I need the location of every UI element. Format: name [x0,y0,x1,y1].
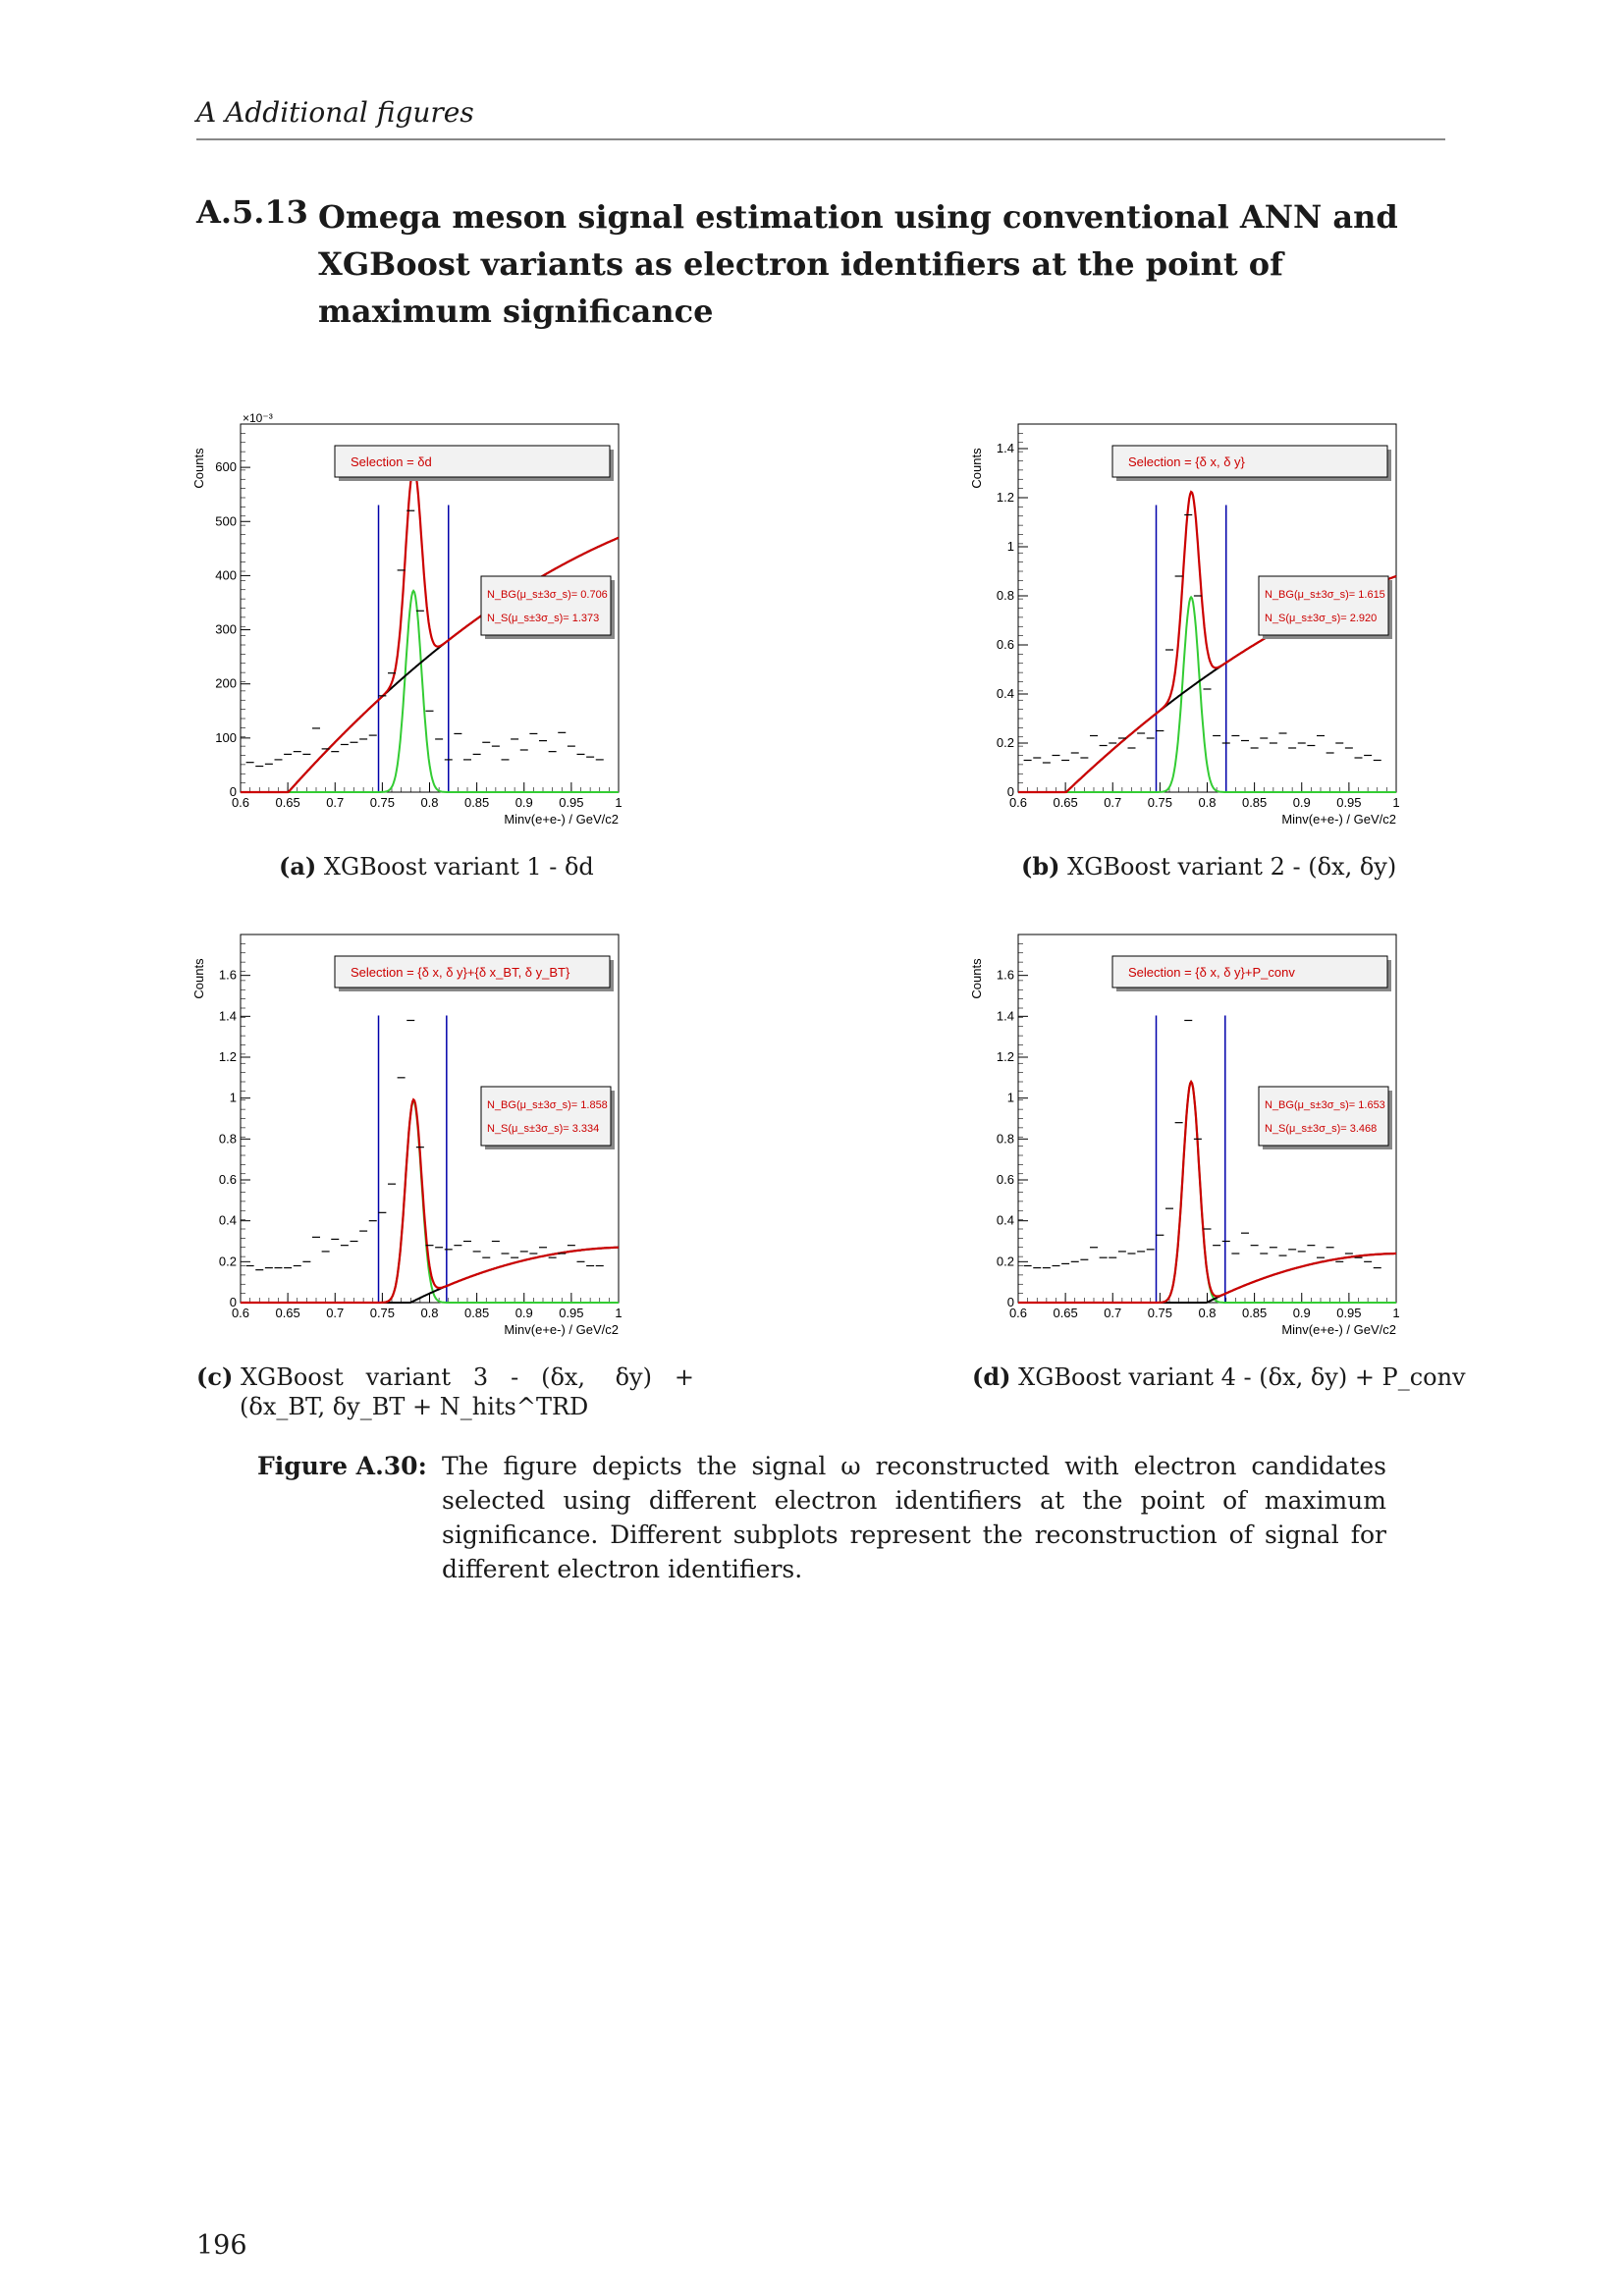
y-tick-label: 1 [229,1090,237,1105]
y-tick-label: 200 [215,675,237,691]
y-tick-label: 1.4 [218,1008,237,1024]
panel-b [964,412,1406,834]
x-axis-label: Minv(e+e-) / GeV/c2 [504,1322,619,1337]
y-tick-label: 1.6 [218,967,237,983]
y-tick-label: 1.2 [218,1049,237,1064]
ns-label: N_S(μ_s±3σ_s)= 2.920 [1265,613,1378,624]
y-tick-label: 0.6 [218,1172,237,1187]
subcaption-a-text: XGBoost variant 1 - δd [323,853,594,881]
y-tick-label: 0.8 [218,1131,237,1147]
selection-label: Selection = {δ x, δ y}+P_conv [1128,965,1295,980]
x-tick-label: 0.65 [1053,795,1078,810]
nbg-label: N_BG(μ_s±3σ_s)= 1.653 [1265,1099,1385,1111]
x-tick-label: 0.95 [559,1306,584,1320]
x-axis-label: Minv(e+e-) / GeV/c2 [504,812,619,827]
x-tick-label: 0.9 [514,1306,533,1320]
running-head: A Additional figures [196,96,474,129]
y-tick-label: 0 [1006,784,1014,799]
y-tick-label: 1.4 [996,1008,1014,1024]
x-tick-label: 0.75 [1147,1306,1173,1320]
y-axis-label: Counts [969,448,984,489]
y-tick-label: 0.6 [996,1172,1014,1187]
selection-box [335,956,614,991]
y-tick-label: 100 [215,729,237,745]
y-tick-label: 0.6 [996,637,1014,652]
x-tick-label: 0.85 [1241,795,1268,810]
y-multiplier: ×10⁻³ [243,412,273,425]
x-tick-label: 0.95 [1336,1306,1362,1320]
subcaption-d-label: (d) [972,1362,1011,1391]
nbg-label: N_BG(μ_s±3σ_s)= 1.858 [487,1099,608,1111]
y-tick-label: 1 [1006,1090,1014,1105]
x-tick-label: 0.75 [369,1306,396,1320]
stats-box [481,576,611,635]
x-tick-label: 0.95 [559,795,584,810]
x-tick-label: 0.65 [275,1306,300,1320]
selection-label: Selection = δd [351,454,432,469]
y-tick-label: 0.4 [996,1212,1014,1228]
figure-caption-text: The figure depicts the signal ω reconstructed with electron candidates selected using different electron identifiers at the point of maximum significance. Different subplots represent the reconstruction of signal for different electron identifiers. [442,1452,1386,1583]
y-tick-label: 0.2 [996,1254,1014,1269]
x-tick-label: 0.6 [231,1306,250,1320]
x-tick-label: 0.65 [275,795,300,810]
x-tick-label: 0.75 [1147,795,1173,810]
x-tick-label: 0.95 [1336,795,1362,810]
x-tick-label: 0.8 [420,1306,439,1320]
selection-box [335,446,614,481]
x-tick-label: 1 [615,1306,623,1320]
plot-c [187,923,628,1345]
x-tick-label: 1 [615,795,623,810]
x-tick-label: 0.7 [1104,1306,1122,1320]
y-tick-label: 300 [215,621,237,637]
header-rule [196,138,1445,140]
ns-label: N_S(μ_s±3σ_s)= 3.468 [1265,1123,1378,1135]
y-tick-label: 400 [215,567,237,583]
x-tick-label: 0.6 [231,795,250,810]
y-tick-label: 0.8 [996,588,1014,603]
y-tick-label: 600 [215,459,237,475]
y-axis-label: Counts [969,958,984,999]
subcaption-b-label: (b) [1021,852,1060,881]
section-number: A.5.13 [196,193,308,231]
x-tick-label: 0.7 [326,795,345,810]
x-axis-label: Minv(e+e-) / GeV/c2 [1281,1322,1396,1337]
y-tick-label: 1.6 [996,967,1014,983]
selection-label: Selection = {δ x, δ y} [1128,454,1245,469]
x-tick-label: 0.6 [1008,795,1028,810]
y-tick-label: 1.2 [996,490,1014,505]
y-tick-label: 0 [229,784,237,799]
plot-d [964,923,1406,1345]
x-tick-label: 0.65 [1053,1306,1078,1320]
x-tick-label: 0.8 [420,795,439,810]
page-number: 196 [196,2230,247,2261]
y-tick-label: 0.2 [218,1254,237,1269]
x-tick-label: 0.85 [463,795,490,810]
x-tick-label: 0.8 [1198,1306,1217,1320]
section-title: Omega meson signal estimation using conventional ANN and XGBoost variants as electron identifiers at the point of maximum significance [318,198,1398,330]
x-tick-label: 0.9 [514,795,533,810]
y-tick-label: 0.2 [996,735,1014,750]
x-tick-label: 0.9 [1292,1306,1311,1320]
y-tick-label: 0 [229,1295,237,1309]
y-axis-label: Counts [191,958,206,999]
subcaption-a-label: (a) [279,852,317,881]
subcaption-c-label: (c) [196,1362,234,1391]
ns-label: N_S(μ_s±3σ_s)= 1.373 [487,613,600,624]
y-axis-label: Counts [191,448,206,489]
stats-box [1259,1087,1388,1146]
subcaption-b-text: XGBoost variant 2 - (δx, δy) [1067,853,1397,881]
x-tick-label: 0.7 [326,1306,345,1320]
x-tick-label: 0.9 [1292,795,1311,810]
stats-box [1259,576,1388,635]
nbg-label: N_BG(μ_s±3σ_s)= 1.615 [1265,589,1385,601]
selection-box [1112,446,1391,481]
panel-c [187,923,628,1345]
y-tick-label: 1.2 [996,1049,1014,1064]
selection-label: Selection = {δ x, δ y}+{δ x_BT, δ y_BT} [351,965,570,980]
x-tick-label: 1 [1392,795,1400,810]
plot-b [964,412,1406,834]
subcaption-b [1021,852,1396,881]
nbg-label: N_BG(μ_s±3σ_s)= 0.706 [487,589,608,601]
x-tick-label: 0.6 [1008,1306,1028,1320]
selection-box [1112,956,1391,991]
subcaption-c-line2: (δx_BT, δy_BT + N_hits^TRD [240,1393,589,1420]
y-tick-label: 1.4 [996,441,1014,455]
subcaption-c [196,1362,694,1421]
y-tick-label: 1 [1006,539,1014,554]
x-tick-label: 1 [1392,1306,1400,1320]
y-tick-label: 0.4 [218,1212,237,1228]
y-tick-label: 0 [1006,1295,1014,1309]
panel-a [187,412,628,834]
x-tick-label: 0.7 [1104,795,1122,810]
subcaption-a [279,852,594,881]
x-tick-label: 0.85 [1241,1306,1268,1320]
subcaption-c-line1: XGBoost variant 3 - (δx, δy) + [240,1363,694,1391]
x-tick-label: 0.8 [1198,795,1217,810]
subcaption-d-text: XGBoost variant 4 - (δx, δy) + P_conv [1018,1363,1466,1391]
stats-box [481,1087,611,1146]
x-tick-label: 0.75 [369,795,396,810]
panel-d [964,923,1406,1345]
subcaption-d [972,1362,1466,1392]
x-axis-label: Minv(e+e-) / GeV/c2 [1281,812,1396,827]
plot-a [187,412,628,834]
y-tick-label: 500 [215,513,237,529]
ns-label: N_S(μ_s±3σ_s)= 3.334 [487,1123,600,1135]
y-tick-label: 0.4 [996,686,1014,701]
y-tick-label: 0.8 [996,1131,1014,1147]
figure-caption-label: Figure A.30: [257,1452,427,1480]
x-tick-label: 0.85 [463,1306,490,1320]
